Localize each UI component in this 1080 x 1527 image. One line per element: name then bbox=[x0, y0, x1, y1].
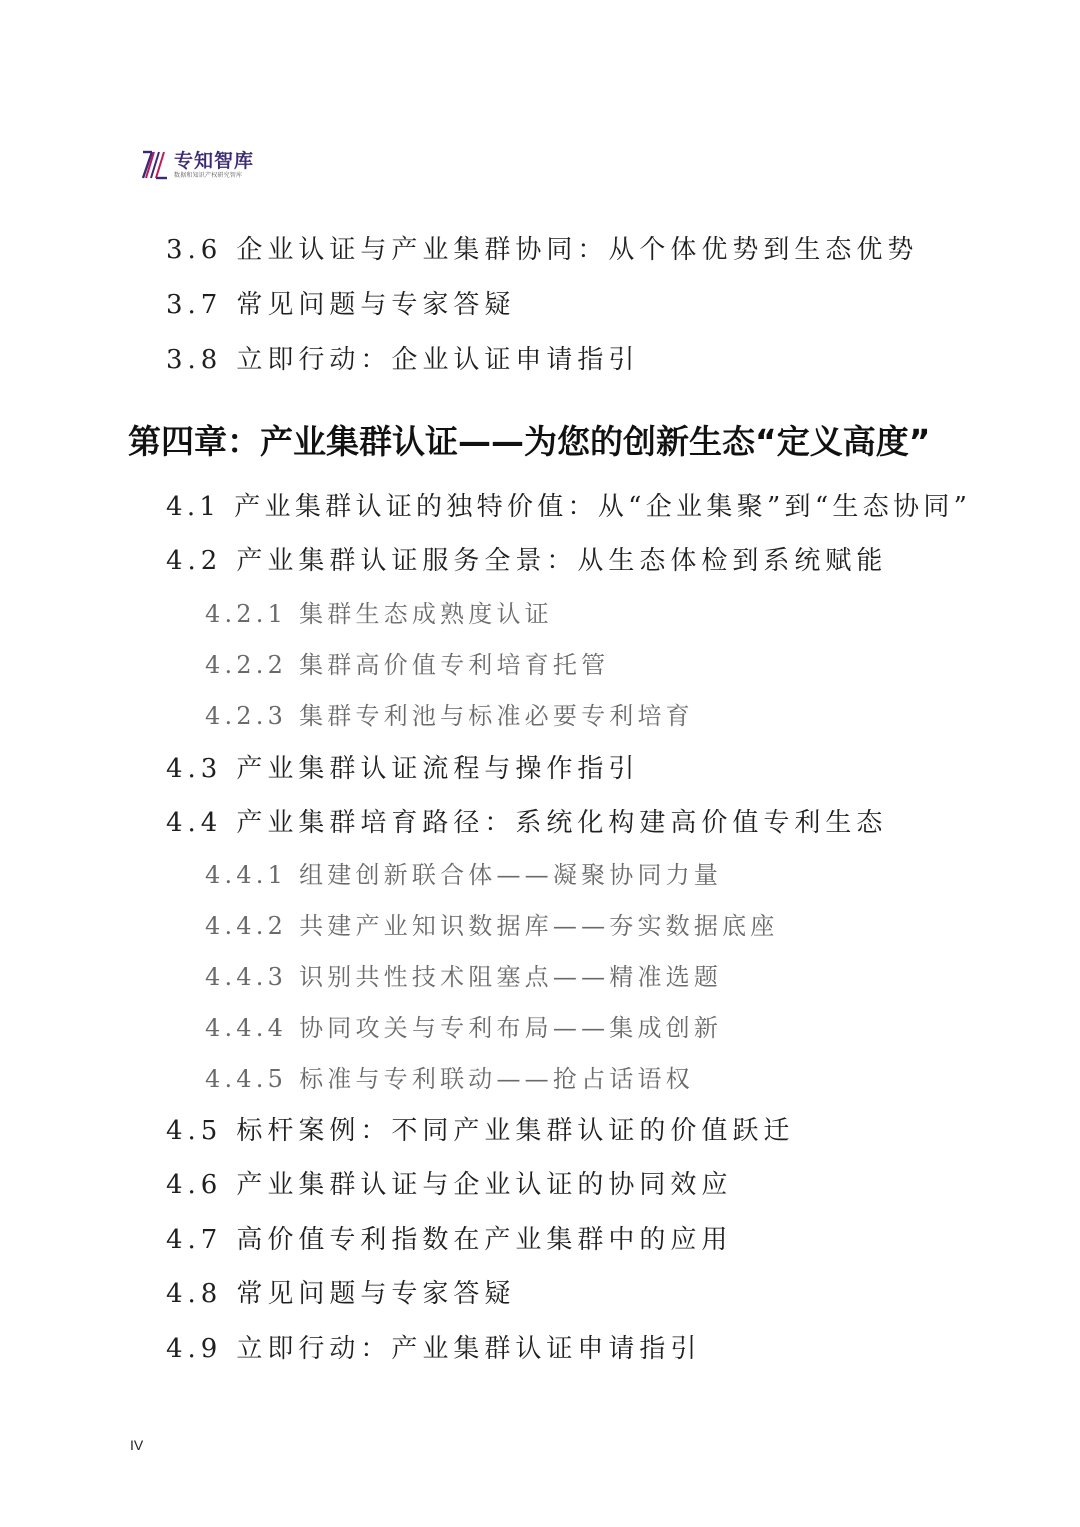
toc-entry-number: 4.2.2 bbox=[205, 651, 288, 679]
toc-entry-number: 3.6 bbox=[166, 235, 223, 265]
toc-entry-3-8[interactable] bbox=[166, 339, 639, 376]
toc-entry-4-4-2[interactable] bbox=[205, 906, 778, 941]
logo-subtitle: 数据和知识产权研究智库 bbox=[174, 172, 243, 179]
toc-entry-4-3[interactable] bbox=[166, 748, 639, 785]
toc-entry-number: 4.4.5 bbox=[205, 1065, 288, 1093]
logo-name: 专知智库 bbox=[174, 150, 255, 172]
toc-entry-number: 3.8 bbox=[166, 345, 223, 375]
toc-entry-title: 立即行动：企业认证申请指引 bbox=[236, 345, 640, 375]
toc-entry-title: 产业集群培育路径：系统化构建高价值专利生态 bbox=[236, 808, 888, 838]
toc-entry-title: 产业集群认证与企业认证的协同效应 bbox=[236, 1170, 733, 1200]
toc-entry-4-4[interactable] bbox=[166, 802, 887, 839]
toc-entry-title: 产业集群认证的独特价值：从“企业集聚”到“生态协同” bbox=[234, 492, 972, 522]
toc-entry-number: 4.1 bbox=[166, 492, 221, 522]
toc-entry-number: 4.2.1 bbox=[205, 600, 288, 628]
toc-entry-number: 4.8 bbox=[166, 1279, 223, 1309]
toc-entry-number: 4.2 bbox=[166, 546, 223, 576]
toc-entry-number: 3.7 bbox=[166, 290, 223, 320]
toc-entry-4-4-5[interactable] bbox=[205, 1059, 694, 1094]
toc-entry-number: 4.4.3 bbox=[205, 963, 288, 991]
toc-entry-4-2-1[interactable] bbox=[205, 594, 553, 629]
toc-entry-4-4-3[interactable] bbox=[205, 957, 722, 992]
toc-entry-title: 组建创新联合体——凝聚协同力量 bbox=[299, 861, 723, 889]
toc-entry-number: 4.9 bbox=[166, 1334, 223, 1364]
toc-entry-3-7[interactable] bbox=[166, 284, 515, 321]
toc-entry-4-2[interactable] bbox=[166, 540, 887, 577]
toc-entry-4-2-3[interactable] bbox=[205, 696, 694, 731]
toc-entry-title: 识别共性技术阻塞点——精准选题 bbox=[299, 963, 723, 991]
toc-entry-title: 集群生态成熟度认证 bbox=[299, 600, 553, 628]
toc-entry-number: 4.4.2 bbox=[205, 912, 288, 940]
toc-entry-title: 立即行动：产业集群认证申请指引 bbox=[236, 1334, 702, 1364]
toc-entry-number: 4.3 bbox=[166, 754, 223, 784]
toc-entry-number: 4.2.3 bbox=[205, 702, 288, 730]
toc-entry-number: 4.6 bbox=[166, 1170, 223, 1200]
chapter-4-heading[interactable]: 第四章：产业集群认证——为您的创新生态“定义高度” bbox=[128, 422, 931, 461]
toc-entry-4-2-2[interactable] bbox=[205, 645, 609, 680]
toc-entry-number: 4.4.4 bbox=[205, 1014, 288, 1042]
toc-entry-title: 企业认证与产业集群协同：从个体优势到生态优势 bbox=[236, 235, 919, 265]
toc-entry-4-8[interactable] bbox=[166, 1273, 515, 1310]
toc-entry-4-5[interactable] bbox=[166, 1110, 794, 1147]
toc-entry-4-4-4[interactable] bbox=[205, 1008, 722, 1043]
toc-entry-number: 4.4 bbox=[166, 808, 223, 838]
toc-entry-title: 标杆案例：不同产业集群认证的价值跃迁 bbox=[236, 1116, 795, 1146]
toc-entry-4-1[interactable] bbox=[166, 486, 971, 523]
toc-entry-number: 4.7 bbox=[166, 1225, 223, 1255]
toc-entry-title: 共建产业知识数据库——夯实数据底座 bbox=[299, 912, 779, 940]
toc-entry-title: 常见问题与专家答疑 bbox=[236, 1279, 516, 1309]
toc-entry-4-4-1[interactable] bbox=[205, 855, 722, 890]
toc-entry-title: 产业集群认证流程与操作指引 bbox=[236, 754, 640, 784]
toc-entry-number: 4.5 bbox=[166, 1116, 223, 1146]
toc-entry-3-6[interactable] bbox=[166, 229, 918, 266]
toc-entry-title: 集群高价值专利培育托管 bbox=[299, 651, 610, 679]
logo-mark-icon bbox=[140, 148, 170, 182]
toc-entry-title: 常见问题与专家答疑 bbox=[236, 290, 516, 320]
toc-entry-4-9[interactable] bbox=[166, 1328, 701, 1365]
toc-entry-title: 协同攻关与专利布局——集成创新 bbox=[299, 1014, 723, 1042]
toc-entry-4-6[interactable] bbox=[166, 1164, 732, 1201]
toc-entry-title: 产业集群认证服务全景：从生态体检到系统赋能 bbox=[236, 546, 888, 576]
toc-entry-title: 集群专利池与标准必要专利培育 bbox=[299, 702, 694, 730]
toc-entry-title: 标准与专利联动——抢占话语权 bbox=[299, 1065, 694, 1093]
page-number: IV bbox=[130, 1437, 144, 1453]
toc-entry-4-7[interactable] bbox=[166, 1219, 732, 1256]
toc-entry-number: 4.4.1 bbox=[205, 861, 288, 889]
brand-logo bbox=[140, 148, 254, 188]
toc-entry-title: 高价值专利指数在产业集群中的应用 bbox=[236, 1225, 733, 1255]
